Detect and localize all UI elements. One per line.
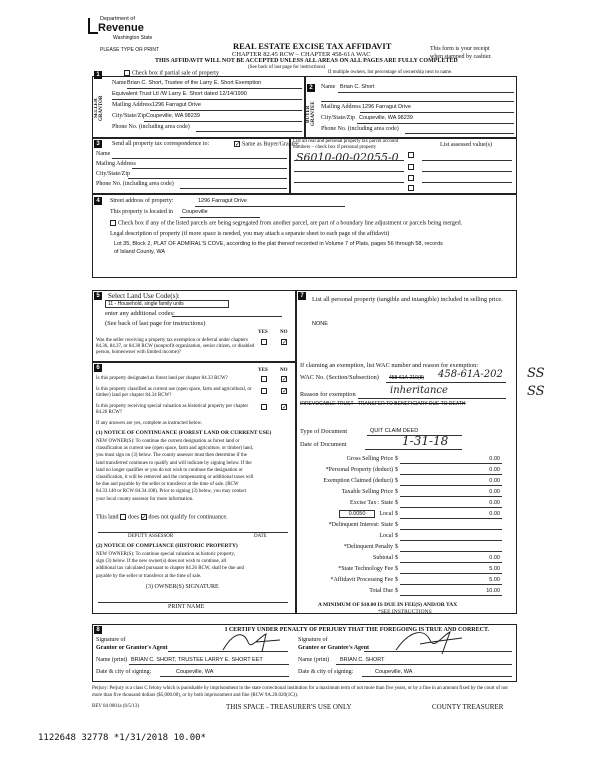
grantor-signature[interactable]	[218, 628, 288, 656]
certify-statement: I CERTIFY UNDER PENALTY OF PERJURY THAT THE FOREGOING IS TRUE AND CORRECT.	[225, 627, 490, 633]
buyer-name-label: Name	[321, 84, 336, 90]
legal-value2[interactable]: of Island County, WA	[114, 249, 166, 255]
q5-yes-box[interactable]	[261, 339, 267, 345]
deputy-assessor-label: DEPUTY ASSESSOR	[128, 534, 174, 539]
multiple-owners-note: If multiple owners, list percentage of ownership next to name.	[328, 70, 453, 75]
same-as-buyer-box[interactable]: ✓	[235, 142, 241, 148]
wac-handwritten[interactable]: 458-61A-202	[438, 369, 503, 380]
receipt-note2: when stamped by cashier.	[430, 54, 492, 60]
section-8-number: 8	[94, 626, 102, 634]
delinquent-interest-state-label: *Delinquent Interest: State	[328, 522, 393, 528]
gross-price-value[interactable]: 0.00	[489, 456, 500, 462]
notice-continuance-title: (1) NOTICE OF CONTINUANCE (FOREST LAND OR CURRENT USE)	[96, 430, 272, 436]
doc-date-value[interactable]: 1-31-18	[402, 434, 449, 448]
personal-property-value[interactable]: NONE	[312, 321, 328, 327]
q6c-no-box[interactable]: ✓	[282, 405, 288, 411]
excise-local-label: Local	[379, 511, 393, 517]
chapter-line: CHAPTER 82.45 RCW – CHAPTER 458-61A WAC	[232, 51, 371, 58]
located-value[interactable]: Coupeville	[182, 209, 208, 215]
legal-value1[interactable]: Lot 35, Block 2, PLAT OF ADMIRAL'S COVE, according to the plat thereof recorded in Volume 7 of Plats, pages 56 through 58, records	[114, 241, 443, 247]
personal-property-label: List all personal property (tangible and intangible) included in selling price.	[312, 296, 503, 303]
grantor-name-label: Name (print)	[96, 657, 128, 663]
parcel-checkbox-4	[408, 185, 416, 191]
grantee-sig-label1: Signature of	[298, 637, 328, 643]
does-box[interactable]	[120, 514, 126, 520]
receipt-note1: This form is your receipt	[430, 46, 490, 52]
additional-codes-label: enter any additional codes:	[105, 310, 175, 317]
seller-name-value1[interactable]: Brian C. Short, Trustee of the Larry E. Short Exemption	[127, 80, 262, 86]
exemption-question: Was the seller receiving a property tax exemption or deferral under chapters 84.36, 84.37, or 84.38 RCW (nonprofit organization, senior citizen, or disabled person, homeowner with limited income)?	[96, 338, 255, 355]
logo-mark	[88, 18, 98, 34]
street-label: Street address of property:	[110, 198, 174, 204]
excise-local-value[interactable]: 0.00	[489, 511, 500, 517]
exemption-claim-label: If claiming an exemption, list WAC number and reason for exemption:	[300, 362, 479, 369]
processing-fee-value[interactable]: 5.00	[489, 577, 500, 583]
parcel-header: List all real and personal property tax parcel account numbers – check box if personal property	[293, 139, 399, 150]
grantor-sig-label1: Signature of	[96, 637, 126, 643]
section-3-number: 3	[94, 140, 102, 148]
grantee-name-label: Name (print)	[298, 657, 330, 663]
margin-initials-2: SS	[527, 384, 545, 399]
parcel-checkbox-1	[408, 152, 416, 158]
parcel-checkbox-2	[408, 164, 416, 170]
deputy-date-label: DATE	[254, 534, 267, 539]
yes-header-5: YES	[258, 330, 268, 335]
segregated-box[interactable]	[110, 220, 116, 226]
q6b-no-box[interactable]: ✓	[282, 389, 288, 395]
forest-question: Is this property designated as forest land per chapter 84.33 RCW?	[96, 376, 228, 381]
see-back-header: (See back of last page for instructions)	[248, 65, 326, 70]
delinquent-penalty-label: *Delinquent Penalty	[343, 544, 393, 550]
total-due-label: Total Due	[369, 588, 393, 594]
delinquent-interest-local-label: Local	[379, 533, 393, 539]
section-2-number: 2	[307, 84, 315, 92]
exemption-claimed-label: Exemption Claimed (deduct)	[323, 478, 393, 484]
seller-mailing-label: Mailing Address	[112, 102, 152, 108]
local-rate[interactable]: 0.0050	[339, 510, 375, 518]
personal-property-box-3[interactable]	[408, 175, 414, 181]
receipt-stamp: 1122648 32778 *1/31/2018 10.00*	[38, 733, 206, 743]
dept-line2: Revenue	[98, 22, 144, 34]
grantee-signature[interactable]	[390, 624, 470, 658]
buyer-phone-label: Phone No. (including area code)	[321, 126, 399, 132]
corr-city-label: City/State/Zip	[96, 171, 130, 177]
land-use-label: Select Land Use Code(s):	[108, 292, 180, 300]
wac-struck: 458-61A-210(8)	[389, 375, 425, 381]
doc-type-label: Type of Document	[300, 428, 348, 435]
does-not-box[interactable]: ✓	[141, 515, 147, 521]
land-use-select[interactable]: 11 - Household, single family units	[105, 300, 229, 308]
county-treasurer: COUNTY TREASURER	[432, 703, 504, 711]
parcel-number-value[interactable]: S6010-00-02055-0	[296, 151, 399, 164]
notice-compliance-title: (2) NOTICE OF COMPLIANCE (HISTORIC PROPERTY)	[96, 543, 238, 549]
partial-sale-checkbox[interactable]	[124, 70, 219, 76]
same-as-buyer-checkbox[interactable]	[234, 141, 299, 147]
grantee-date-city-label: Date & city of signing:	[298, 669, 354, 675]
buyer-city-value[interactable]: Coupeville, WA 98239	[359, 115, 413, 121]
taxable-price-value[interactable]: 0.00	[489, 489, 500, 495]
notice-continuance-text: NEW OWNER(S): To continue the current designation as forest land or classification as current use (open space, farm and agriculture, or timber) land, you must sign on (3) below. The county assessor must then determine if the land transferred continues to qualify and will indicate by signing below. If the land no longer qualifies or you do not wish to continue the designation or classification, it will be removed and the compensating or additional taxes will be due and payable by the seller or transferor at the time of sale. (RCW 84.33.140 or RCW 84.34.108). Prior to signing (3) below, you may contact your local county assessor for more information.	[96, 439, 254, 502]
warning-line: THIS AFFIDAVIT WILL NOT BE ACCEPTED UNLESS ALL AREAS ON ALL PAGES ARE FULLY COMPLETED	[155, 58, 458, 64]
section-1-number: 1	[94, 71, 102, 79]
section-5-number: 5	[94, 292, 102, 300]
technology-fee-value[interactable]: 5.00	[489, 566, 500, 572]
seller-side-label: SELLER GRANTOR	[94, 95, 104, 121]
if-any-yes: If any answers are yes, complete as instructed below.	[96, 421, 203, 426]
seller-city-value[interactable]: Coupeville, WA 98239	[146, 113, 200, 119]
wac-label: WAC No. (Section/Subsection)	[300, 374, 379, 381]
current-use-question: Is this property classified as current use (open space, farm and agricultural, or timber) land per chapter 84.34 RCW?	[96, 387, 252, 398]
doc-date-label: Date of Document	[300, 441, 347, 448]
please-type: PLEASE TYPE OR PRINT	[100, 47, 160, 53]
segregated-checkbox[interactable]	[110, 220, 462, 226]
assessed-header: List assessed value(s)	[440, 142, 492, 148]
print-name-label: PRINT NAME	[168, 604, 205, 610]
q5-no-box[interactable]: ✓	[282, 340, 288, 346]
buyer-mailing-label: Mailing Address	[321, 104, 361, 110]
minimum-due-note: A MINIMUM OF $10.00 IS DUE IN FEE(S) AND/OR TAX	[318, 602, 458, 608]
dept-line3: Washington State	[113, 35, 153, 41]
reason-struck: IRREVOCABLE TRUST - TRANSFER TO BENEFICIARY DUE TO DEATH	[300, 401, 466, 407]
reason-label: Reason for exemption	[300, 391, 356, 398]
treasurer-space: THIS SPACE - TREASURER'S USE ONLY	[226, 703, 352, 711]
grantee-sig-label2: Grantee or Grantee's Agent	[298, 645, 370, 651]
street-value[interactable]: 1296 Farragut Drive	[198, 198, 247, 204]
seller-city-label: City/State/Zip	[112, 113, 146, 119]
section-6-number: 6	[94, 364, 102, 372]
buyer-city-label: City/State/Zip	[321, 115, 355, 121]
see-instructions-note: *SEE INSTRUCTIONS	[378, 609, 432, 615]
segregated-label: Check box if any of the listed parcels are being segregated from another parcel, are part of a boundary line adjustment or parcels being merged.	[118, 220, 463, 227]
notice-compliance-text: NEW OWNER(S): To continue special valuation as historic property, sign (3) below. If the new owner(s) does not wish to continue, all additional tax calculated pursuant to chapter 84.26 RCW, shall be due and payable by the seller or transferor at the time of sale.	[96, 552, 244, 579]
exemption-claimed-value[interactable]: 0.00	[489, 478, 500, 484]
grantor-date-city-label: Date & city of signing:	[96, 669, 152, 675]
personal-property-box-2[interactable]	[408, 164, 414, 170]
legal-label: Legal description of property (if more space is needed, you may attach a separate sheet to each page of the affidavit)	[110, 231, 390, 237]
corr-mailing-label: Mailing Address	[96, 161, 136, 167]
page-title: REAL ESTATE EXCISE TAX AFFIDAVIT	[233, 41, 392, 51]
personal-property-deduct-value[interactable]: 0.00	[489, 467, 500, 473]
no-header-6: NO	[280, 368, 288, 373]
doc-type-value[interactable]: QUIT CLAIM DEED	[370, 428, 419, 434]
land-use-see-back: (See back of last page for instructions)	[105, 320, 206, 327]
buyer-name-value[interactable]: Brian C. Short	[340, 84, 375, 90]
seller-name-value2[interactable]: Equivalent Trust Ltl /W Larry E. Short dated 12/14/1990	[112, 91, 247, 97]
parcel-checkbox-3	[408, 175, 416, 181]
grantee-name-value[interactable]: BRIAN C. SHORT	[340, 657, 385, 663]
excise-state-label: Excise Tax : State	[350, 500, 393, 506]
owner-signature-label: (3) OWNER(S) SIGNATURE	[146, 584, 219, 590]
dept-line1: Department of	[100, 16, 135, 22]
buyer-mailing-value[interactable]: 1296 Farragut Drive	[362, 104, 411, 110]
rev-number: REV 84 0001a (6/5/13)	[92, 704, 139, 709]
partial-sale-label: Check box if partial sale of property	[132, 70, 219, 77]
processing-fee-label: *Affidavit Processing Fee	[330, 577, 393, 583]
same-as-buyer-label: Same as Buyer/Grantee	[242, 141, 299, 148]
grantor-sig-label2: Grantor or Grantor's Agent	[96, 645, 168, 651]
section-7-number: 7	[298, 292, 306, 300]
subtotal-label: Subtotal	[372, 555, 393, 561]
buyer-side-label: BUYER GRANTEE	[306, 101, 316, 127]
seller-phone-label: Phone No. (including area code)	[112, 124, 190, 130]
excise-state-value[interactable]: 0.00	[489, 500, 500, 506]
personal-property-deduct-label: *Personal Property (deduct)	[325, 467, 393, 473]
personal-property-box-1[interactable]	[408, 152, 414, 158]
taxable-price-label: Taxable Selling Price	[341, 489, 393, 495]
send-label: Send all property tax correspondence to:	[112, 141, 210, 147]
reason-handwritten[interactable]: inheritance	[390, 385, 448, 396]
located-label: This property is located in	[110, 209, 173, 215]
gross-price-label: Gross Selling Price	[346, 456, 393, 462]
technology-fee-label: *State Technology Fee	[338, 566, 393, 572]
total-due-value[interactable]: 10.00	[486, 588, 500, 594]
q6a-no-box[interactable]: ✓	[282, 377, 288, 383]
yes-header-6: YES	[258, 368, 268, 373]
no-header-5: NO	[280, 330, 288, 335]
personal-property-box-4[interactable]	[408, 185, 414, 191]
grantor-city-value[interactable]: Coupeville, WA	[176, 669, 214, 675]
grantee-city-value[interactable]: Coupeville, WA	[375, 669, 413, 675]
q6c-yes-box[interactable]	[261, 404, 267, 410]
grantor-name-value[interactable]: BRIAN C. SHORT, TRUSTEE LARRY E. SHORT EET	[131, 657, 263, 663]
this-land-line: This land does ✓ does not qualify for continuance.	[96, 514, 228, 521]
corr-name-label: Name	[96, 151, 111, 157]
seller-name-label: Name	[112, 80, 127, 86]
perjury-notice: Perjury: Perjury is a class C felony which is punishable by imprisonment in the state correctional institution for a maximum term of not more than five years, or by a fine in an amount fixed by the court of not more than five thousand dollars ($5,000.00), or by both imprisonment and fine (RCW 9A.20.020(1C)).	[92, 686, 508, 698]
section-4-number: 4	[94, 197, 102, 205]
seller-mailing-value[interactable]: 1296 Farragut Drive	[152, 102, 201, 108]
corr-phone-label: Phone No. (including area code)	[96, 181, 174, 187]
q6a-yes-box[interactable]	[261, 376, 267, 382]
subtotal-value[interactable]: 0.00	[489, 555, 500, 561]
q6b-yes-box[interactable]	[261, 388, 267, 394]
historic-question: Is this property receiving special valuation as historical property per chapter 84.26 RCW?	[96, 404, 249, 415]
partial-sale-box[interactable]	[124, 70, 130, 76]
margin-initials-1: SS	[527, 366, 545, 381]
